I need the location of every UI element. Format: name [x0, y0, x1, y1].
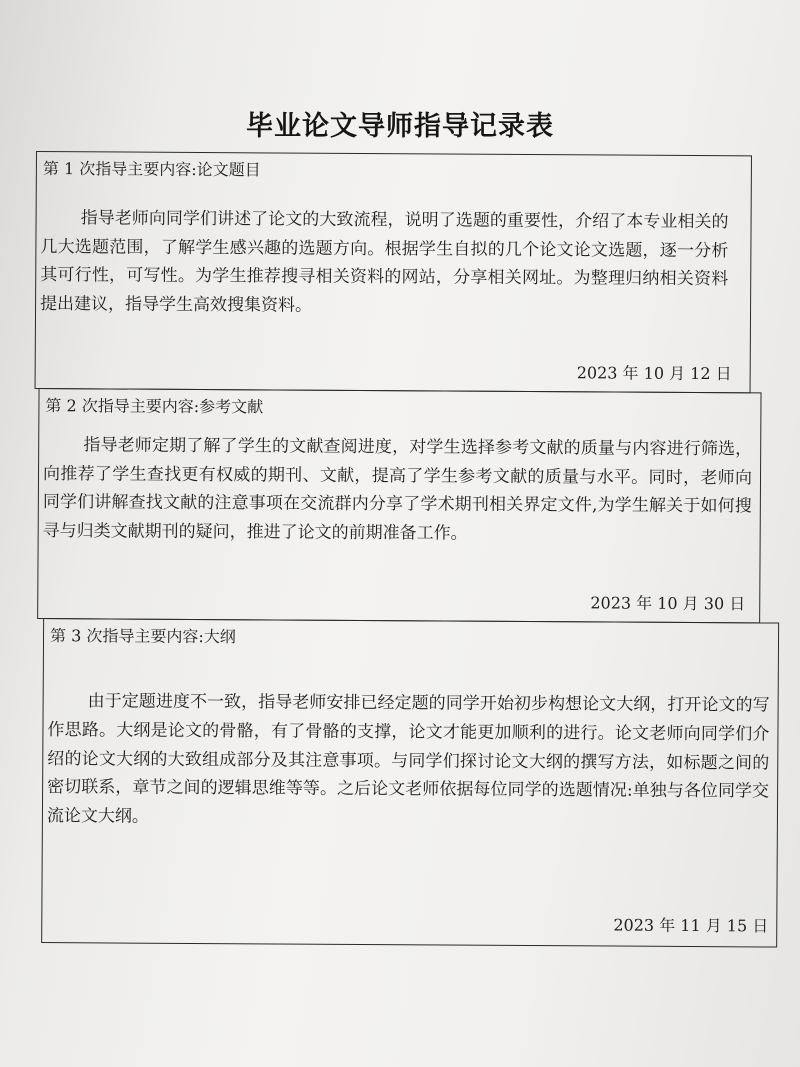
section-body: 指导老师向同学们讲述了论文的大致流程，说明了选题的重要性，介绍了本专业相关的几大选题范围，了解学生感兴趣的选题方向。根据学生自拟的几个论文论文选题，逐一分析其可行性，可写性。为学生推荐搜寻相关资料的网站，分享相关网址。为整理归纳相关资料提出建议，指导学生高效搜集资料。	[40, 208, 729, 316]
section-date: 2023 年 11 月 15 日	[613, 915, 769, 936]
section-heading: 第 3 次指导主要内容:大纲	[49, 626, 236, 647]
section-date: 2023 年 10 月 30 日	[590, 593, 746, 614]
section-date: 2023 年 10 月 12 日	[576, 363, 732, 384]
document-title: 毕业论文导师指导记录表	[246, 111, 554, 142]
guidance-section-2	[37, 388, 761, 623]
section-body-wrapper	[40, 204, 729, 322]
section-body: 由于定题进度不一致，指导老师安排已经定题的同学开始初步构想论文大纲，打开论文的写作思路。大纲是论文的骨骼，有了骨骼的支撑，论文才能更加顺利的进行。论文老师向同学们介绍的论文大纲的大致组成部分及其注意事项。与同学们探讨论文大纲的撰写方法，如标题之间的密切联系，章节之间的逻辑思维等等。之后论文老师依据每位同学的选题情况:单独与各位同学交流论文大纲。	[46, 691, 770, 827]
section-body: 指导老师定期了解了学生的文献查阅进度，对学生选择参考文献的质量与内容进行筛选，向推荐了学生查找更有权威的期刊、文献，提高了学生参考文献的质量与水平。同时，老师向同学们讲解查找文献的注意事项在交流群内分享了学术期刊相关界定文件,为学生解关于如何搜寻与归类文献期刊的疑问，推进了论文的前期准备工作。	[42, 435, 753, 544]
section-body-wrapper	[47, 687, 770, 835]
guidance-section-3	[41, 618, 779, 947]
section-heading: 第 1 次指导主要内容:论文题目	[42, 159, 261, 180]
guidance-section-1	[35, 151, 752, 393]
section-heading: 第 2 次指导主要内容:参考文献	[45, 396, 264, 417]
guidance-record-table	[31, 151, 791, 948]
section-body-wrapper	[43, 431, 753, 549]
